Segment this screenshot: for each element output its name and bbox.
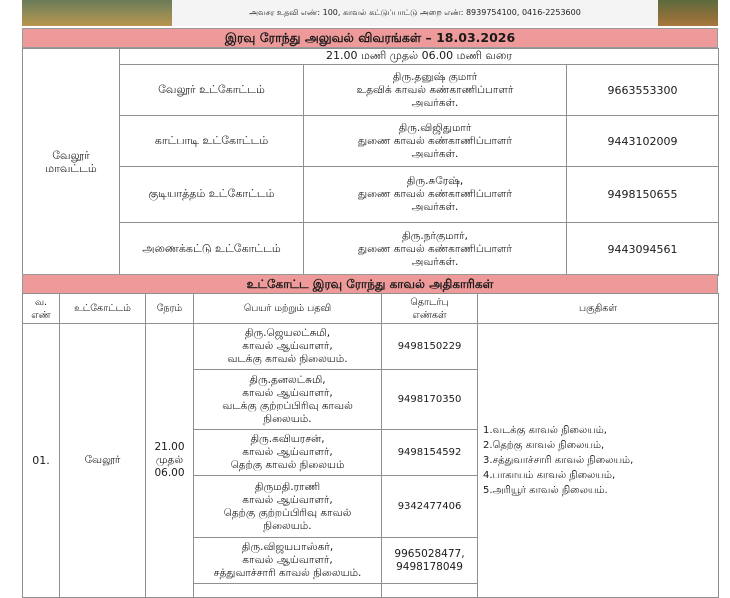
section-title: உட்கோட்ட இரவு ரோந்து காவல் அதிகாரிகள் [22, 274, 718, 294]
subdivision-name: காட்பாடி உட்கோட்டம் [120, 116, 304, 167]
subdivision-name: குடியாத்தம் உட்கோட்டம் [120, 167, 304, 223]
officer-phone: 9498154592 [382, 430, 478, 476]
areas-list: 1.வடக்கு காவல் நிலையம், 2.தெற்கு காவல் நிலையம், 3.சத்துவாச்சாரி காவல் நிலையம், 4.பாகாயம் காவல் நிலையம், 5.அரியூர் காவல் நிலையம். [478, 324, 719, 598]
table-row [23, 65, 719, 116]
banner-photo-right [658, 0, 718, 26]
patrol-officers-table [22, 293, 719, 598]
header-time: நேரம் [146, 294, 194, 324]
header-areas: பகுதிகள் [478, 294, 719, 324]
helpline-text: அவசர உதவி எண்: 100, காவல் கட்டுப்பாட்டு அறை எண்: 8939754100, 0416-2253600 [249, 8, 581, 17]
table-header-row [23, 294, 719, 324]
officer-name: திரு.சுரேஷ், துணை காவல் கண்காணிப்பாளர் அவர்கள். [304, 167, 567, 223]
table-row [23, 116, 719, 167]
officer-phone: 9498150229 [382, 324, 478, 370]
table-row [23, 167, 719, 223]
header-contact: தொடர்பு எண்கள் [382, 294, 478, 324]
officer-name: திரு.நர்குமார், துணை காவல் கண்காணிப்பாளர் அவர்கள். [304, 223, 567, 276]
officer-name: திருமதி.ராணி காவல் ஆய்வாளர், தெற்கு குற்றப்பிரிவு காவல் நிலையம். [194, 476, 382, 538]
officer-name: திரு.ஜெயலட்சுமி, காவல் ஆய்வாளர், வடக்கு காவல் நிலையம். [194, 324, 382, 370]
page-title: இரவு ரோந்து அலுவல் விவரங்கள் – 18.03.2026 [22, 28, 718, 48]
district-cell: வேலூர் மாவட்டம் [23, 49, 120, 276]
header-banner [22, 0, 718, 26]
subdivision-name: அணைக்கட்டு உட்கோட்டம் [120, 223, 304, 276]
officer-phone: 9443094561 [567, 223, 719, 276]
group-time: 21.00 முதல் 06.00 [146, 324, 194, 598]
header-sno: வ. எண் [23, 294, 60, 324]
officer-phone: 9443102009 [567, 116, 719, 167]
table-row [23, 223, 719, 276]
officer-name: திரு.விஜிதுமார் துணை காவல் கண்காணிப்பாளர் அவர்கள். [304, 116, 567, 167]
header-subdivision: உட்கோட்டம் [60, 294, 146, 324]
officer-name: திரு.கவியரசன், காவல் ஆய்வாளர், தெற்கு காவல் நிலையம் [194, 430, 382, 476]
time-range: 21.00 மணி முதல் 06.00 மணி வரை [120, 49, 719, 65]
group-subdivision: வேலூர் [60, 324, 146, 598]
subdivision-name: வேலூர் உட்கோட்டம் [120, 65, 304, 116]
officer-phone: 9498150655 [567, 167, 719, 223]
officer-phone: 9965028477, 9498178049 [382, 538, 478, 584]
banner-photo-left [22, 0, 172, 26]
officer-phone: 9342477406 [382, 476, 478, 538]
officer-name: திரு.விஜயபாஸ்கர், காவல் ஆய்வாளர், சத்துவாச்சாரி காவல் நிலையம். [194, 538, 382, 584]
officer-phone: 9663553300 [567, 65, 719, 116]
officer-phone: 9498170350 [382, 370, 478, 430]
table-row [23, 324, 719, 370]
subdivision-officers-table [22, 48, 719, 276]
officer-name: திரு.தனுஷ் குமார் உதவிக் காவல் கண்காணிப்பாளர் அவர்கள். [304, 65, 567, 116]
group-sno: 01. [23, 324, 60, 598]
header-name: பெயர் மற்றும் பதவி [194, 294, 382, 324]
officer-name: திரு.தனலட்சுமி, காவல் ஆய்வாளர், வடக்கு குற்றப்பிரிவு காவல் நிலையம். [194, 370, 382, 430]
